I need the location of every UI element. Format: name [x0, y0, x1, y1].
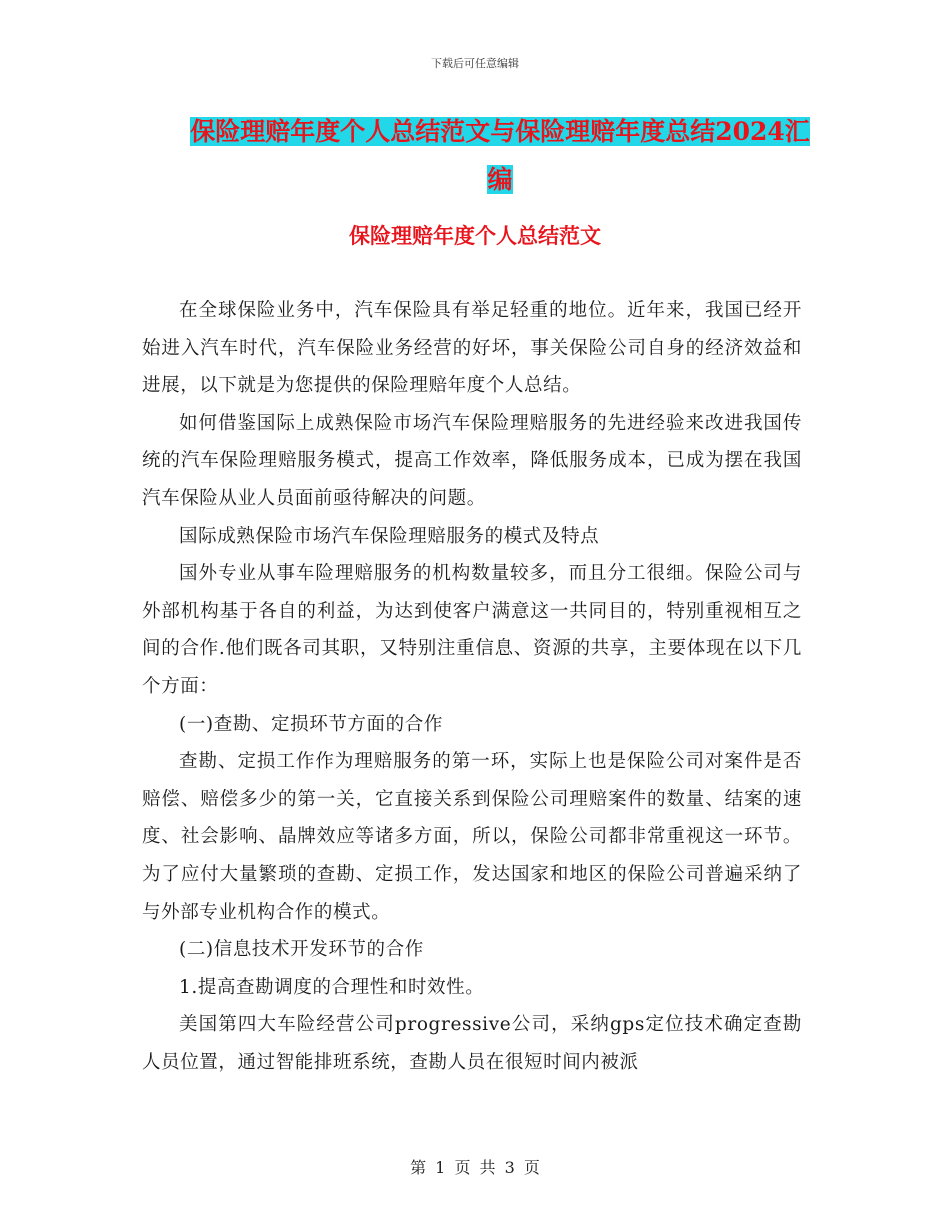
paragraph: (一)查勘、定损环节方面的合作 [179, 713, 443, 735]
paragraph: 在全球保险业务中，汽车保险具有举足轻重的地位。近年来，我国已经开始进入汽车时代，汽车保险业务经营的好坏，事关保险公司自身的经济效益和进展，以下就是为您提供的保险理赔年度个人总结。 [142, 300, 802, 397]
header-note: 下载后可任意编辑 [431, 57, 519, 70]
body-text [142, 292, 802, 1081]
paragraph: 国外专业从事车险理赔服务的机构数量较多，而且分工很细。保险公司与外部机构基于各自的利益，为达到使客户满意这一共同目的，特别重视相互之间的合作.他们既各司其职，又特别注重信息、资源的共享，主要体现在以下几个方面： [142, 563, 802, 697]
section-title: 保险理赔年度个人总结范文 [349, 223, 601, 248]
paragraph: (二)信息技术开发环节的合作 [179, 939, 424, 961]
document-title [185, 108, 815, 204]
paragraph: 1.提高查勘调度的合理性和时效性。 [179, 976, 485, 998]
paragraph: 国际成熟保险市场汽车保险理赔服务的模式及特点 [179, 525, 600, 547]
paragraph: 如何借鉴国际上成熟保险市场汽车保险理赔服务的先进经验来改进我国传统的汽车保险理赔服务模式，提高工作效率，降低服务成本，已成为摆在我国汽车保险从业人员面前亟待解决的问题。 [142, 412, 802, 509]
page-footer: 第 1 页 共 3 页 [410, 1158, 540, 1177]
paragraph: 查勘、定损工作作为理赔服务的第一环，实际上也是保险公司对案件是否赔偿、赔偿多少的第一关，它直接关系到保险公司理赔案件的数量、结案的速度、社会影响、晶牌效应等诸多方面，所以，保险公司都非常重视这一环节。为了应付大量繁琐的查勘、定损工作，发达国家和地区的保险公司普遍采纳了与外部专业机构合作的模式。 [142, 751, 802, 923]
paragraph: 美国第四大车险经营公司progressive公司，采纳gps定位技术确定查勘人员位置，通过智能排班系统，查勘人员在很短时间内被派 [142, 1014, 802, 1073]
document-title-text: 保险理赔年度个人总结范文与保险理赔年度总结2024汇编 [190, 117, 810, 194]
